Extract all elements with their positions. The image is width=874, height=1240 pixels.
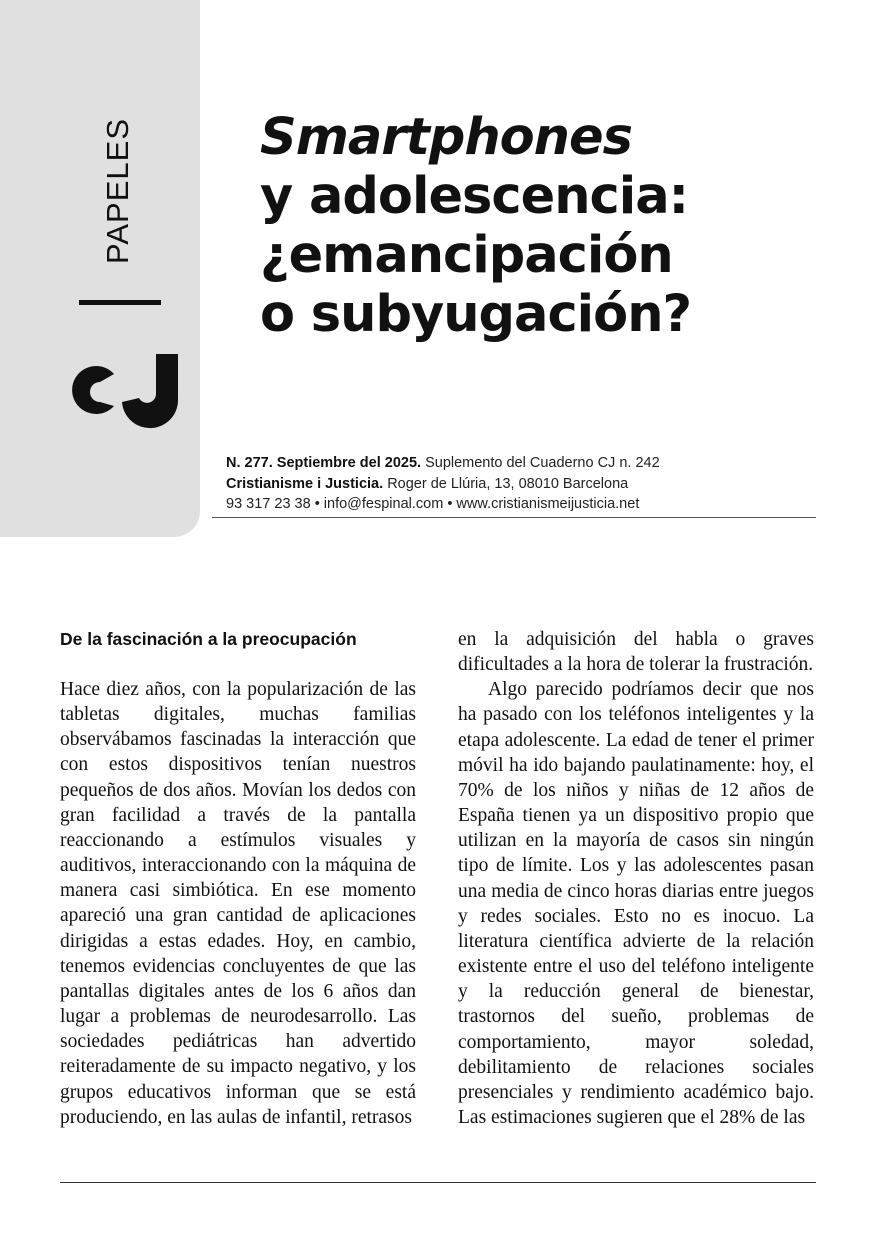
masthead-line-1 (226, 453, 816, 474)
supplement-note: Suplemento del Cuaderno CJ n. 242 (425, 455, 660, 471)
article-title (260, 108, 691, 344)
title-line-4: o subyugación? (260, 285, 692, 344)
title-line-3: ¿emancipación (260, 226, 673, 285)
section-heading: De la fascinación a la preocupación (60, 629, 357, 649)
organization-name: Cristianisme i Justicia. (226, 475, 384, 492)
address: Roger de Llúria, 13, 08010 Barcelona (387, 475, 629, 492)
section-label: PAPELES (100, 117, 135, 264)
title-line-2: y adolescencia: (260, 167, 689, 226)
paragraph-2: Algo parecido podríamos decir que nos ha pasado con los teléfonos inteligentes y la etapa adolescente. La edad de tener el primer móvil ha ido bajando paulatinamente: hoy, el 70% de los niños y niñas de 12 años de España tienen ya un dispositivo propio que utilizan en la mayoría de casos sin ningún tipo de límite. Los y las adolescentes pasan una media de cinco horas diarias entre juegos y redes sociales. Esto no es inocuo. La literatura científica advierte de la relación existente entre el uso del teléfono inteligente y la reducción general de bienestar, trastornos del sueño, problemas de comportamiento, mayor soledad, debilitamiento de relaciones sociales presenciales y rendimiento académico bajo. Las estimaciones sugieren que el 28% de las (458, 679, 814, 1128)
sidebar-divider (79, 300, 161, 305)
issue-number: N. 277. Septiembre del 2025. (226, 455, 422, 471)
paragraph-1: Hace diez años, con la popularización de las tabletas digitales, muchas familias observábamos fascinadas la interacción que con estos dispositivos tenían nuestros pequeños de dos años. Movían los dedos con gran facilidad a través de la pantalla reaccionando a estímulos visuales y auditivos, interaccionando con la máquina de manera casi simbiótica. En ese momento apareció una gran cantidad de aplicaciones dirigidas a estas edades. Hoy, en cambio, tenemos evidencias concluyentes de que las pantallas digitales antes de los 6 años dan lugar a problemas de neurodesarrollo. Las sociedades pediátricas han advertido reiteradamente de su impacto negativo, y los grupos educativos informan que se está produciendo, en las aulas de infantil, retrasos (60, 679, 416, 1128)
title-line-1: Smartphones (260, 108, 632, 167)
text-column-right (458, 627, 814, 1130)
sidebar-panel (0, 0, 200, 537)
masthead-line-2 (226, 474, 816, 495)
contact-line: 93 317 23 38 • info@fespinal.com • www.cristianismeijusticia.net (226, 496, 640, 512)
text-column-left (60, 627, 416, 1130)
masthead-divider (212, 517, 816, 518)
footer-divider (60, 1182, 816, 1183)
masthead (226, 453, 816, 515)
cj-logo (60, 354, 180, 430)
paragraph-1-continued: en la adquisición del habla o graves dificultades a la hora de tolerar la frustración. (458, 629, 814, 676)
